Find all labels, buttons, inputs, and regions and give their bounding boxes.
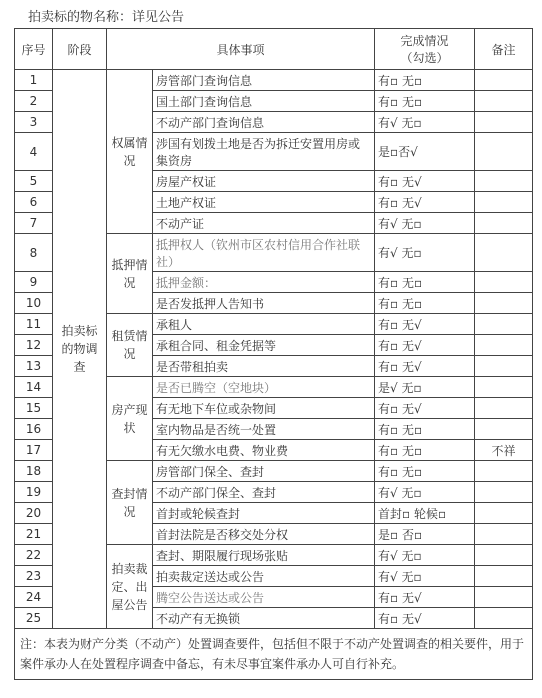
status-cell[interactable]: 是▫ 否▫ <box>375 524 475 545</box>
row-number: 5 <box>15 171 53 192</box>
item-cell: 房管部门保全、查封 <box>153 461 375 482</box>
row-number: 24 <box>15 587 53 608</box>
item-cell: 土地产权证 <box>153 192 375 213</box>
header-item: 具体事项 <box>107 29 375 70</box>
item-cell: 首封法院是否移交处分权 <box>153 524 375 545</box>
status-cell[interactable]: 有√ 无▫ <box>375 234 475 272</box>
status-cell[interactable]: 有√ 无▫ <box>375 545 475 566</box>
note-cell <box>475 171 533 192</box>
status-cell[interactable]: 有▫ 无▫ <box>375 91 475 112</box>
note-cell: 不祥 <box>475 440 533 461</box>
note-cell <box>475 608 533 629</box>
note-cell <box>475 91 533 112</box>
category-ownership: 权属情 况 <box>107 70 153 234</box>
page-caption: 拍卖标的物名称：详见公告 <box>28 10 185 25</box>
row-number: 6 <box>15 192 53 213</box>
row-number: 23 <box>15 566 53 587</box>
row-number: 10 <box>15 293 53 314</box>
category-property-status: 房产现 状 <box>107 377 153 461</box>
status-cell[interactable]: 有√ 无▫ <box>375 112 475 133</box>
header-no: 序号 <box>15 29 53 70</box>
note-cell <box>475 133 533 171</box>
item-cell: 抵押金额： <box>153 272 375 293</box>
row-number: 18 <box>15 461 53 482</box>
status-cell[interactable]: 有▫ 无√ <box>375 171 475 192</box>
status-cell[interactable]: 有▫ 无▫ <box>375 419 475 440</box>
status-cell[interactable]: 有▫ 无√ <box>375 356 475 377</box>
status-cell[interactable]: 有▫ 无▫ <box>375 293 475 314</box>
note-cell <box>475 461 533 482</box>
status-cell[interactable]: 有▫ 无▫ <box>375 272 475 293</box>
table-row <box>15 70 533 91</box>
item-cell: 有无欠缴水电费、物业费 <box>153 440 375 461</box>
row-number: 7 <box>15 213 53 234</box>
category-auction-notice: 拍卖裁 定、出 屋公告 <box>107 545 153 629</box>
item-cell: 首封或轮候查封 <box>153 503 375 524</box>
item-cell: 抵押权人（钦州市区农村信用合作社联社） <box>153 234 375 272</box>
row-number: 2 <box>15 91 53 112</box>
item-cell: 国土部门查询信息 <box>153 91 375 112</box>
note-cell <box>475 419 533 440</box>
status-cell[interactable]: 是√ 无▫ <box>375 377 475 398</box>
item-cell: 有无地下车位或杂物间 <box>153 398 375 419</box>
note-cell <box>475 398 533 419</box>
item-cell: 不动产证 <box>153 213 375 234</box>
category-seizure: 查封情 况 <box>107 461 153 545</box>
row-number: 21 <box>15 524 53 545</box>
row-number: 22 <box>15 545 53 566</box>
note-cell <box>475 524 533 545</box>
row-number: 16 <box>15 419 53 440</box>
header-status: 完成情况 （勾选） <box>375 29 475 70</box>
footnote: 注：本表为财产分类（不动产）处置调查要件，包括但不限于不动产处置调查的相关要件，用于案件承办人在处置程序调查中备忘，有未尽事宜案件承办人可自行补充。 <box>15 629 533 680</box>
status-cell[interactable]: 有▫ 无▫ <box>375 440 475 461</box>
row-number: 1 <box>15 70 53 91</box>
row-number: 12 <box>15 335 53 356</box>
category-mortgage: 抵押情 况 <box>107 234 153 314</box>
stage-cell: 拍卖标 的物调 查 <box>53 70 107 629</box>
note-cell <box>475 545 533 566</box>
note-cell <box>475 482 533 503</box>
note-cell <box>475 213 533 234</box>
item-cell: 是否发抵押人告知书 <box>153 293 375 314</box>
status-cell[interactable]: 有▫ 无√ <box>375 608 475 629</box>
row-number: 11 <box>15 314 53 335</box>
item-cell: 是否已腾空（空地块） <box>153 377 375 398</box>
status-cell[interactable]: 有▫ 无√ <box>375 335 475 356</box>
row-number: 19 <box>15 482 53 503</box>
status-cell[interactable]: 是▫否√ <box>375 133 475 171</box>
note-cell <box>475 335 533 356</box>
status-cell[interactable]: 有▫ 无√ <box>375 192 475 213</box>
note-cell <box>475 112 533 133</box>
header-stage: 阶段 <box>53 29 107 70</box>
item-cell: 不动产有无换锁 <box>153 608 375 629</box>
item-cell: 不动产部门保全、查封 <box>153 482 375 503</box>
note-cell <box>475 503 533 524</box>
row-number: 9 <box>15 272 53 293</box>
item-cell: 房屋产权证 <box>153 171 375 192</box>
status-cell[interactable]: 有▫ 无√ <box>375 314 475 335</box>
status-cell[interactable]: 有√ 无▫ <box>375 566 475 587</box>
row-number: 8 <box>15 234 53 272</box>
row-number: 13 <box>15 356 53 377</box>
category-lease: 租赁情 况 <box>107 314 153 377</box>
footnote-row <box>15 629 533 680</box>
note-cell <box>475 377 533 398</box>
item-cell: 承租合同、租金凭据等 <box>153 335 375 356</box>
note-cell <box>475 272 533 293</box>
row-number: 14 <box>15 377 53 398</box>
status-cell[interactable]: 有▫ 无√ <box>375 587 475 608</box>
status-cell[interactable]: 有√ 无▫ <box>375 213 475 234</box>
note-cell <box>475 234 533 272</box>
status-cell[interactable]: 有▫ 无▫ <box>375 70 475 91</box>
note-cell <box>475 192 533 213</box>
item-cell: 承租人 <box>153 314 375 335</box>
note-cell <box>475 566 533 587</box>
status-cell[interactable]: 首封▫ 轮候▫ <box>375 503 475 524</box>
item-cell: 腾空公告送达或公告 <box>153 587 375 608</box>
note-cell <box>475 314 533 335</box>
status-cell[interactable]: 有▫ 无√ <box>375 398 475 419</box>
item-cell: 不动产部门查询信息 <box>153 112 375 133</box>
item-cell: 查封、期限履行现场张贴 <box>153 545 375 566</box>
row-number: 17 <box>15 440 53 461</box>
item-cell: 房管部门查询信息 <box>153 70 375 91</box>
row-number: 4 <box>15 133 53 171</box>
row-number: 15 <box>15 398 53 419</box>
row-number: 3 <box>15 112 53 133</box>
investigation-table <box>14 28 533 680</box>
status-cell[interactable]: 有▫ 无▫ <box>375 461 475 482</box>
note-cell <box>475 356 533 377</box>
item-cell: 拍卖裁定送达或公告 <box>153 566 375 587</box>
item-cell: 涉国有划拨土地是否为拆迁安置用房或集资房 <box>153 133 375 171</box>
header-note: 备注 <box>475 29 533 70</box>
note-cell <box>475 70 533 91</box>
row-number: 25 <box>15 608 53 629</box>
item-cell: 是否带租拍卖 <box>153 356 375 377</box>
note-cell <box>475 587 533 608</box>
row-number: 20 <box>15 503 53 524</box>
item-cell: 室内物品是否统一处置 <box>153 419 375 440</box>
status-cell[interactable]: 有√ 无▫ <box>375 482 475 503</box>
note-cell <box>475 293 533 314</box>
